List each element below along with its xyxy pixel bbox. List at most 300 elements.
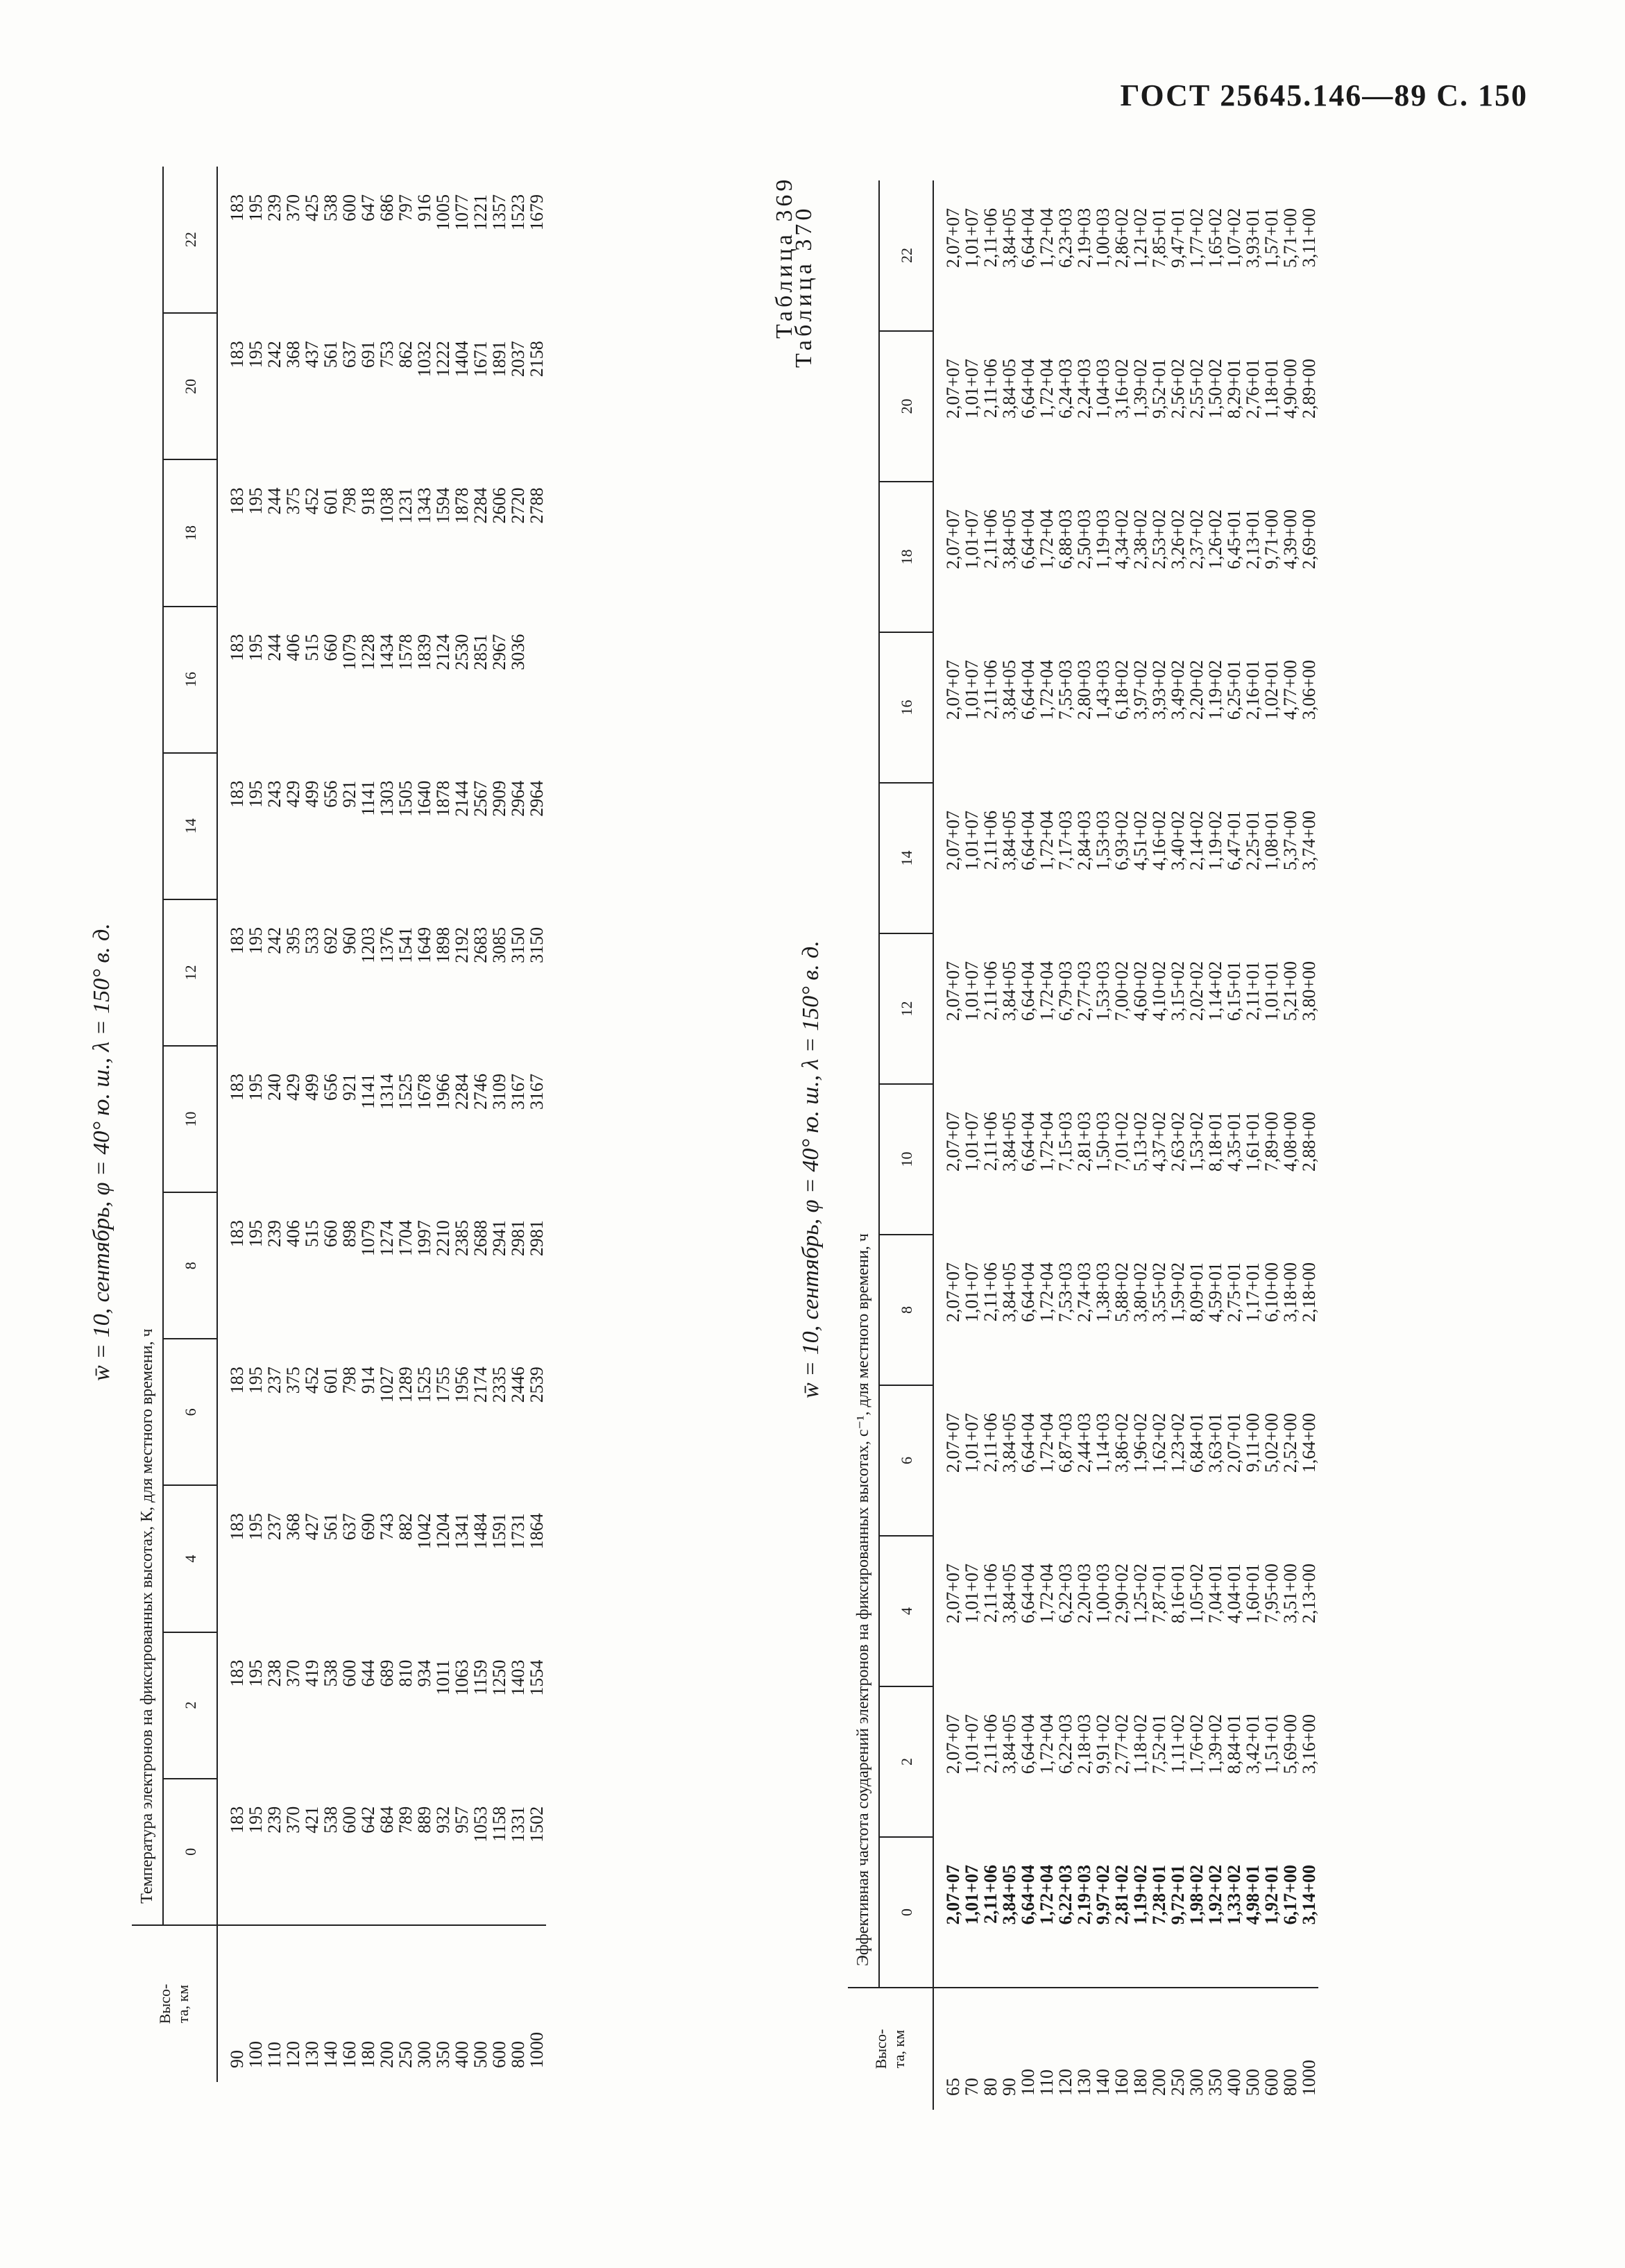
table-cell: 6,79+03 [1055,961,1075,1022]
table-cell: 889 [414,1806,434,1834]
table-cell: 789 [395,1806,416,1834]
table-cell: 2851 [470,634,491,670]
table-cell: 6,17+00 [1280,1865,1300,1925]
table-cell: 743 [377,1513,397,1541]
height-cell: 160 [339,2041,359,2068]
table-cell: 1891 [489,341,509,378]
table-cell: 1,65+02 [1205,208,1225,269]
table-cell: 1,05+02 [1186,1564,1207,1624]
table-cell: 3,42+01 [1243,1714,1263,1775]
table-369-super-header: Температура электронов на фиксированных высотах, К, для местного времени, ч [132,167,163,1925]
table-cell: 1,02+01 [1261,660,1282,720]
table-cell: 2,02+02 [1186,961,1207,1022]
table-369-label: Таблица 369 [772,176,797,339]
height-cell: 130 [302,2041,322,2068]
table-cell: 1,01+01 [1261,961,1282,1022]
table-cell: 1158 [489,1806,509,1842]
table-cell: 1,96+02 [1130,1413,1150,1473]
table-cell: 1,61+01 [1243,1112,1263,1172]
t370-hour-header: 20 [879,331,933,482]
table-cell: 6,64+04 [1018,359,1038,419]
table-cell: 2,19+03 [1074,1865,1094,1925]
table-cell: 2,53+02 [1149,509,1169,570]
table-cell: 499 [302,780,322,808]
table-cell: 3,93+01 [1243,208,1263,269]
table-cell: 5,02+00 [1261,1413,1282,1473]
table-cell: 1,00+03 [1093,1564,1113,1624]
table-cell: 601 [321,487,341,515]
table-cell: 195 [246,1659,266,1687]
table-cell: 2,07+07 [943,660,963,720]
table-cell: 3167 [527,1074,547,1110]
t370-hour-header: 14 [879,783,933,933]
table-cell: 1331 [508,1806,528,1843]
table-cell: 3,86+02 [1112,1413,1132,1473]
t370-value-column [933,933,1318,1084]
table-cell: 195 [246,780,266,808]
table-cell: 1731 [508,1513,528,1550]
table-cell: 1042 [414,1513,434,1550]
table-cell: 1,01+07 [962,961,982,1022]
height-cell: 800 [1280,2069,1300,2096]
table-cell: 2539 [527,1366,547,1403]
table-cell: 1525 [395,1074,416,1110]
table-cell: 1,53+03 [1093,811,1113,871]
table-cell: 538 [321,194,341,221]
table-cell: 660 [321,634,341,661]
t369-hour-header: 22 [163,167,217,313]
table-cell: 3,80+02 [1130,1262,1150,1323]
table-cell: 1578 [395,634,416,670]
table-cell: 898 [339,1220,359,1248]
t370-value-column [933,482,1318,632]
table-cell: 183 [227,1513,247,1541]
table-cell: 3,84+05 [999,811,1019,871]
t370-value-column [933,1536,1318,1686]
height-cell: 80 [980,2078,1001,2096]
table-cell: 6,10+00 [1261,1262,1282,1323]
table-cell: 1,14+02 [1205,961,1225,1022]
table-cell: 1141 [358,780,378,816]
table-cell: 2,20+02 [1186,660,1207,720]
table-cell: 2,56+02 [1168,359,1188,419]
height-cell: 200 [1149,2069,1169,2096]
table-cell: 242 [264,926,284,954]
table-cell: 1,17+01 [1243,1262,1263,1323]
table-cell: 183 [227,634,247,661]
table-cell: 2,24+03 [1074,359,1094,419]
table-370-caption: w̄ = 10, сентябрь, φ = 40° ю. ш., λ = 150° в. д. [798,940,824,1398]
table-cell: 2,07+07 [943,359,963,419]
table-cell: 1,01+07 [962,1865,982,1925]
table-cell: 2,69+00 [1299,509,1319,570]
table-cell: 1839 [414,634,434,670]
table-cell: 6,64+04 [1018,961,1038,1022]
height-cell: 400 [452,2041,472,2068]
table-cell: 1594 [433,487,453,524]
table-cell: 183 [227,1659,247,1687]
table-cell: 427 [302,1513,322,1541]
table-cell: 6,64+04 [1018,811,1038,871]
table-cell: 1878 [452,487,472,524]
table-cell: 1,01+07 [962,1714,982,1775]
table-cell: 1,51+01 [1261,1714,1282,1775]
table-cell: 6,64+04 [1018,660,1038,720]
table-cell: 9,71+00 [1261,509,1282,570]
table-cell: 3,84+05 [999,1413,1019,1473]
t370-value-column [933,1084,1318,1235]
table-cell: 3,16+00 [1299,1714,1319,1775]
table-cell: 918 [358,487,378,515]
table-cell: 6,25+01 [1224,660,1244,720]
table-cell: 1,01+07 [962,1262,982,1323]
table-cell: 6,88+03 [1055,509,1075,570]
table-cell: 1274 [377,1220,397,1257]
table-cell: 4,10+02 [1149,961,1169,1022]
table-cell: 1,43+03 [1093,660,1113,720]
height-cell: 180 [358,2041,378,2068]
table-cell: 3,84+05 [999,1262,1019,1323]
table-cell: 1,72+04 [1037,1262,1057,1323]
table-cell: 3,84+05 [999,1112,1019,1172]
table-cell: 7,01+02 [1112,1112,1132,1172]
table-cell: 642 [358,1806,378,1834]
t369-hour-header: 16 [163,607,217,753]
table-cell: 2606 [489,487,509,524]
table-cell: 1250 [489,1659,509,1696]
table-cell: 3150 [508,926,528,963]
table-cell: 1204 [433,1513,453,1550]
table-cell: 2,84+03 [1074,811,1094,871]
height-cell: 90 [999,2078,1019,2096]
table-cell: 1,64+00 [1299,1413,1319,1473]
table-cell: 2174 [470,1366,491,1403]
table-cell: 2,07+07 [943,1262,963,1323]
table-cell: 2,13+00 [1299,1564,1319,1624]
table-cell: 2,11+06 [980,1413,1001,1473]
table-cell: 238 [264,1659,284,1687]
table-cell: 1063 [452,1659,472,1696]
table-cell: 195 [246,487,266,515]
table-cell: 1,39+02 [1130,359,1150,419]
page-header: ГОСТ 25645.146—89 С. 150 [1120,78,1528,112]
table-cell: 7,89+00 [1261,1112,1282,1172]
table-cell: 1343 [414,487,434,524]
table-cell: 3,84+05 [999,660,1019,720]
table-cell: 538 [321,1659,341,1687]
table-cell: 1,53+03 [1093,961,1113,1022]
table-cell: 3167 [508,1074,528,1110]
table-cell: 921 [339,1074,359,1101]
table-cell: 2,07+07 [943,1413,963,1473]
table-cell: 1376 [377,926,397,963]
table-cell: 1,19+02 [1130,1865,1150,1925]
table-cell: 1228 [358,634,378,670]
table-cell: 1679 [527,194,547,230]
table-cell: 2,07+07 [943,509,963,570]
table-cell: 9,91+02 [1093,1714,1113,1775]
table-cell: 2,52+00 [1280,1413,1300,1473]
table-cell: 1,50+02 [1205,359,1225,419]
table-cell: 1404 [452,341,472,378]
table-cell: 195 [246,341,266,369]
height-cell: 1000 [527,2032,547,2068]
table-cell: 2,07+07 [943,1112,963,1172]
table-cell: 882 [395,1513,416,1541]
table-cell: 3,84+05 [999,961,1019,1022]
table-cell: 7,52+01 [1149,1714,1169,1775]
table-cell: 798 [339,487,359,515]
table-cell: 533 [302,926,322,954]
table-cell: 2,07+07 [943,811,963,871]
table-cell: 183 [227,1220,247,1248]
table-cell: 2964 [508,780,528,817]
table-cell: 3,15+02 [1168,961,1188,1022]
table-cell: 3,84+05 [999,1865,1019,1925]
table-cell: 2,07+07 [943,1714,963,1775]
t369-hour-header: 18 [163,459,217,606]
table-cell: 2,89+00 [1299,359,1319,419]
table-cell: 2,11+06 [980,1564,1001,1623]
table-cell: 183 [227,194,247,221]
height-cell: 350 [1205,2069,1225,2096]
height-cell: 100 [246,2041,266,2068]
height-cell: 140 [1093,2069,1113,2096]
table-cell: 7,04+01 [1205,1564,1225,1624]
t370-hour-header: 18 [879,482,933,632]
table-cell: 3,16+02 [1112,359,1132,419]
table-cell: 5,69+00 [1280,1714,1300,1775]
table-cell: 691 [358,341,378,369]
t370-value-column [933,331,1318,482]
table-cell: 862 [395,341,416,369]
table-cell: 1222 [433,341,453,378]
table-cell: 195 [246,1366,266,1394]
table-cell: 1,72+04 [1037,660,1057,720]
table-cell: 195 [246,194,266,221]
table-cell: 4,37+02 [1149,1112,1169,1172]
t369-value-column [217,459,546,606]
table-cell: 195 [246,1220,266,1248]
t369-value-column [217,899,546,1046]
table-cell: 7,15+03 [1055,1112,1075,1172]
table-cell: 1,92+01 [1261,1865,1282,1925]
table-cell: 4,90+00 [1280,359,1300,419]
table-cell: 2,11+06 [980,1112,1001,1171]
table-cell: 957 [452,1806,472,1834]
table-cell: 660 [321,1220,341,1248]
table-cell: 538 [321,1806,341,1834]
table-cell: 2,77+03 [1074,961,1094,1022]
table-cell: 2683 [470,926,491,963]
table-cell: 1,72+04 [1037,1564,1057,1624]
table-cell: 3,18+00 [1280,1262,1300,1323]
table-cell: 2,11+06 [980,359,1001,418]
t369-hour-header: 10 [163,1046,217,1192]
table-369-corner-header: Высо- та, км [132,1925,217,2082]
height-cell: 200 [377,2041,397,2068]
table-cell: 5,71+00 [1280,208,1300,269]
table-cell: 3,14+00 [1299,1865,1319,1925]
table-cell: 6,23+03 [1055,208,1075,269]
table-cell: 3,51+00 [1280,1564,1300,1624]
table-cell: 2,76+01 [1243,359,1263,419]
table-cell: 6,15+01 [1224,961,1244,1022]
table-cell: 2981 [527,1220,547,1257]
table-cell: 7,17+03 [1055,811,1075,871]
table-cell: 1997 [414,1220,434,1257]
table-cell: 1221 [470,194,491,230]
height-cell: 120 [283,2041,303,2068]
table-cell: 6,64+04 [1018,208,1038,269]
t369-hour-header: 12 [163,899,217,1046]
table-cell: 1357 [489,194,509,230]
t369-hour-header: 4 [163,1485,217,1632]
table-cell: 1484 [470,1513,491,1550]
t370-hour-header: 12 [879,933,933,1084]
table-cell: 195 [246,926,266,954]
table-cell: 1649 [414,926,434,963]
t369-height-column [217,1925,546,2082]
table-cell: 1159 [470,1659,491,1695]
table-cell: 239 [264,194,284,221]
table-cell: 3150 [527,926,547,963]
table-cell: 9,52+01 [1149,359,1169,419]
table-cell: 1,19+03 [1093,509,1113,570]
table-cell: 1,62+02 [1149,1413,1169,1473]
table-cell: 4,16+02 [1149,811,1169,871]
table-cell: 1,11+02 [1168,1714,1188,1774]
table-cell: 1203 [358,926,378,963]
table-cell: 2981 [508,1220,528,1257]
t370-hour-header: 0 [879,1837,933,1988]
table-cell: 2,75+01 [1224,1262,1244,1323]
table-cell: 1878 [433,780,453,817]
height-cell: 70 [962,2078,982,2096]
t370-hour-header: 10 [879,1084,933,1235]
table-cell: 2,07+07 [943,1564,963,1624]
table-cell: 2,14+02 [1186,811,1207,871]
table-cell: 1,01+07 [962,1413,982,1473]
height-cell: 250 [395,2041,416,2068]
table-cell: 7,55+03 [1055,660,1075,720]
height-cell: 140 [321,2041,341,2068]
height-cell: 180 [1130,2069,1150,2096]
table-cell: 2941 [489,1220,509,1257]
t369-value-column [217,1046,546,1192]
table-cell: 934 [414,1659,434,1687]
table-cell: 2,63+02 [1168,1112,1188,1172]
table-cell: 656 [321,1074,341,1101]
table-cell: 2909 [489,780,509,817]
table-cell: 429 [283,780,303,808]
table-cell: 2,74+03 [1074,1262,1094,1323]
table-cell: 1,39+02 [1205,1714,1225,1775]
table-369-caption: w̄ = 10, сентябрь, φ = 40° ю. ш., λ = 150° в. д. [89,923,114,1381]
t369-value-column [217,1632,546,1779]
height-cell: 110 [1037,2069,1057,2096]
table-cell: 1,23+02 [1168,1413,1188,1473]
table-cell: 1,14+03 [1093,1413,1113,1473]
t370-hour-header: 2 [879,1686,933,1837]
table-cell: 1,92+02 [1205,1865,1225,1925]
table-cell: 6,22+03 [1055,1714,1075,1775]
table-cell: 1403 [508,1659,528,1696]
table-cell: 1,59+02 [1168,1262,1188,1323]
table-cell: 2037 [508,341,528,378]
table-cell: 1,72+04 [1037,811,1057,871]
table-cell: 8,09+01 [1186,1262,1207,1323]
table-cell: 2158 [527,341,547,378]
table-cell: 3,11+00 [1299,208,1319,268]
table-cell: 4,60+02 [1130,961,1150,1022]
table-cell: 4,34+02 [1112,509,1132,570]
table-cell: 8,16+01 [1168,1564,1188,1624]
table-cell: 1671 [470,341,491,378]
table-cell: 6,64+04 [1018,509,1038,570]
table-cell: 600 [339,1659,359,1687]
table-cell: 2967 [489,634,509,670]
table-cell: 3,84+05 [999,509,1019,570]
table-cell: 1,01+07 [962,208,982,269]
table-cell: 1,72+04 [1037,1714,1057,1775]
table-cell: 239 [264,1220,284,1248]
table-cell: 242 [264,341,284,369]
table-cell: 239 [264,1806,284,1834]
table-cell: 6,64+04 [1018,1714,1038,1775]
t370-value-column [933,1686,1318,1837]
height-cell: 600 [1261,2069,1282,2096]
height-cell: 300 [1186,2069,1207,2096]
table-cell: 6,22+03 [1055,1564,1075,1624]
table-cell: 1525 [414,1366,434,1403]
table-cell: 1,72+04 [1037,509,1057,570]
table-cell: 6,22+03 [1055,1865,1075,1925]
table-cell: 2,77+02 [1112,1714,1132,1775]
table-cell: 8,18+01 [1205,1112,1225,1172]
table-cell: 1,53+02 [1186,1112,1207,1172]
table-cell: 1640 [414,780,434,817]
table-cell: 1,72+04 [1037,1413,1057,1473]
table-cell: 600 [339,1806,359,1834]
table-cell: 2284 [452,1074,472,1110]
table-cell: 8,29+01 [1224,359,1244,419]
table-cell: 637 [339,1513,359,1541]
table-cell: 1079 [339,634,359,670]
t370-hour-header: 22 [879,180,933,331]
table-cell: 6,84+01 [1186,1413,1207,1473]
table-cell: 2688 [470,1220,491,1257]
t370-value-column [933,1837,1318,1988]
table-369 [132,167,546,2082]
table-cell: 375 [283,1366,303,1394]
table-cell: 1,19+02 [1205,660,1225,720]
table-cell: 656 [321,780,341,808]
table-cell: 1027 [377,1366,397,1403]
table-cell: 3,84+05 [999,1714,1019,1775]
table-cell: 406 [283,634,303,661]
table-cell: 195 [246,1074,266,1101]
table-cell: 2,80+03 [1074,660,1094,720]
table-cell: 3,55+02 [1149,1262,1169,1323]
table-cell: 6,45+01 [1224,509,1244,570]
table-cell: 2192 [452,926,472,963]
height-cell: 250 [1168,2069,1188,2096]
table-cell: 1,76+02 [1186,1714,1207,1775]
t370-value-column [933,1385,1318,1536]
table-cell: 2,81+03 [1074,1112,1094,1172]
height-cell: 500 [470,2041,491,2068]
